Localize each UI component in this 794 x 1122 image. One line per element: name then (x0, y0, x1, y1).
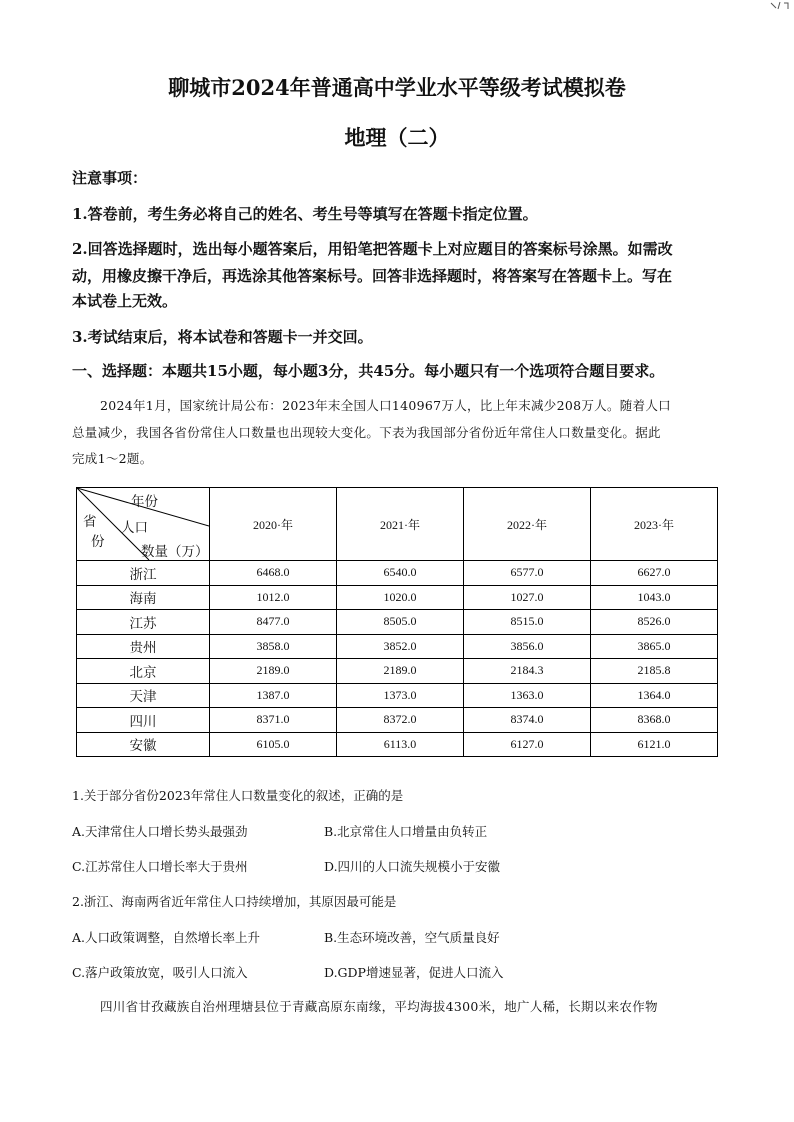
value-cell: 8374.0 (464, 708, 591, 733)
province-cell: 安徽 (77, 732, 210, 757)
passage-2-line-1: 四川省甘孜藏族自治州理塘县位于青藏高原东南缘，平均海拔4300米，地广人稀，长期以来农作物 (100, 999, 658, 1014)
province-cell: 四川 (77, 708, 210, 733)
question-2-option-c: C.落户政策放宽，吸引人口流入 (72, 965, 248, 980)
section-heading: 一、选择题：本题共15小题，每小题3分，共45分。每小题只有一个选项符合题目要求。 (72, 362, 665, 380)
table-row (77, 561, 718, 586)
passage-1-line-1: 2024年1月，国家统计局公布：2023年末全国人口140967万人，比上年末减少208万人。随着人口 (100, 398, 671, 413)
value-cell: 8505.0 (337, 610, 464, 635)
value-cell: 3865.0 (591, 634, 718, 659)
corner-scan-mark (768, 0, 794, 14)
value-cell: 6468.0 (210, 561, 337, 586)
value-cell: 6127.0 (464, 732, 591, 757)
question-2-option-b: B.生态环境改善，空气质量良好 (324, 930, 500, 945)
table-row (77, 659, 718, 684)
value-cell: 1043.0 (591, 585, 718, 610)
value-cell: 2185.8 (591, 659, 718, 684)
value-cell: 8368.0 (591, 708, 718, 733)
table-row (77, 708, 718, 733)
notice-item-2-line-3: 本试卷上无效。 (72, 292, 178, 310)
value-cell: 8371.0 (210, 708, 337, 733)
table-corner-cell (77, 488, 210, 561)
value-cell: 1364.0 (591, 683, 718, 708)
value-cell: 6105.0 (210, 732, 337, 757)
corner-province-label-1: 省 (83, 514, 97, 530)
table-header-row (77, 488, 718, 561)
notice-item-3: 3.考试结束后，将本试卷和答题卡一并交回。 (72, 328, 373, 346)
question-2-stem: 2.浙江、海南两省近年常住人口持续增加，其原因最可能是 (72, 894, 397, 909)
value-cell: 8526.0 (591, 610, 718, 635)
notice-item-1: 1.答卷前，考生务必将自己的姓名、考生号等填写在答题卡指定位置。 (72, 205, 538, 223)
corner-year-label: 年份 (131, 494, 158, 510)
question-1-option-c: C.江苏常住人口增长率大于贵州 (72, 859, 248, 874)
value-cell: 2189.0 (337, 659, 464, 684)
province-cell: 北京 (77, 659, 210, 684)
value-cell: 2189.0 (210, 659, 337, 684)
passage-1-line-3: 完成1～2题。 (72, 451, 153, 466)
value-cell: 1373.0 (337, 683, 464, 708)
value-cell: 1387.0 (210, 683, 337, 708)
value-cell: 3856.0 (464, 634, 591, 659)
corner-quantity-label: 数量（万） (141, 544, 209, 560)
value-cell: 8515.0 (464, 610, 591, 635)
value-cell: 1363.0 (464, 683, 591, 708)
question-1-option-d: D.四川的人口流失规模小于安徽 (324, 859, 501, 874)
exam-title: 聊城市2024年普通高中学业水平等级考试模拟卷 (168, 75, 626, 100)
question-2-option-d: D.GDP增速显著，促进人口流入 (324, 965, 504, 980)
value-cell: 8477.0 (210, 610, 337, 635)
province-cell: 浙江 (77, 561, 210, 586)
value-cell: 6113.0 (337, 732, 464, 757)
notice-item-2-line-2: 动，用橡皮擦干净后，再选涂其他答案标号。回答非选择题时，将答案写在答题卡上。写在 (72, 267, 673, 285)
table-row (77, 634, 718, 659)
value-cell: 6577.0 (464, 561, 591, 586)
value-cell: 2184.3 (464, 659, 591, 684)
notice-heading: 注意事项： (72, 169, 148, 187)
value-cell: 6121.0 (591, 732, 718, 757)
year-header: 2020·年 (210, 488, 337, 561)
question-1-option-a: A.天津常住人口增长势头最强劲 (72, 824, 248, 839)
value-cell: 3852.0 (337, 634, 464, 659)
table-row (77, 610, 718, 635)
table-row (77, 683, 718, 708)
year-header: 2023·年 (591, 488, 718, 561)
corner-population-label: 人口 (121, 520, 148, 536)
passage-1-line-2: 总量减少，我国各省份常住人口数量也出现较大变化。下表为我国部分省份近年常住人口数量变化。据此 (72, 425, 661, 440)
table-row (77, 585, 718, 610)
value-cell: 1012.0 (210, 585, 337, 610)
province-cell: 贵州 (77, 634, 210, 659)
question-2-option-a: A.人口政策调整，自然增长率上升 (72, 930, 261, 945)
province-cell: 江苏 (77, 610, 210, 635)
value-cell: 6540.0 (337, 561, 464, 586)
value-cell: 1020.0 (337, 585, 464, 610)
exam-subject: 地理（二） (344, 125, 450, 150)
year-header: 2021·年 (337, 488, 464, 561)
corner-province-label-2: 份 (91, 534, 105, 550)
province-cell: 海南 (77, 585, 210, 610)
question-1-stem: 1.关于部分省份2023年常住人口数量变化的叙述，正确的是 (72, 788, 404, 803)
value-cell: 3858.0 (210, 634, 337, 659)
table-row (77, 732, 718, 757)
population-table (76, 487, 718, 757)
question-1-option-b: B.北京常住人口增量由负转正 (324, 824, 488, 839)
value-cell: 6627.0 (591, 561, 718, 586)
year-header: 2022·年 (464, 488, 591, 561)
value-cell: 8372.0 (337, 708, 464, 733)
province-cell: 天津 (77, 683, 210, 708)
value-cell: 1027.0 (464, 585, 591, 610)
notice-item-2-line-1: 2.回答选择题时，选出每小题答案后，用铅笔把答题卡上对应题目的答案标号涂黑。如需改 (72, 240, 673, 258)
